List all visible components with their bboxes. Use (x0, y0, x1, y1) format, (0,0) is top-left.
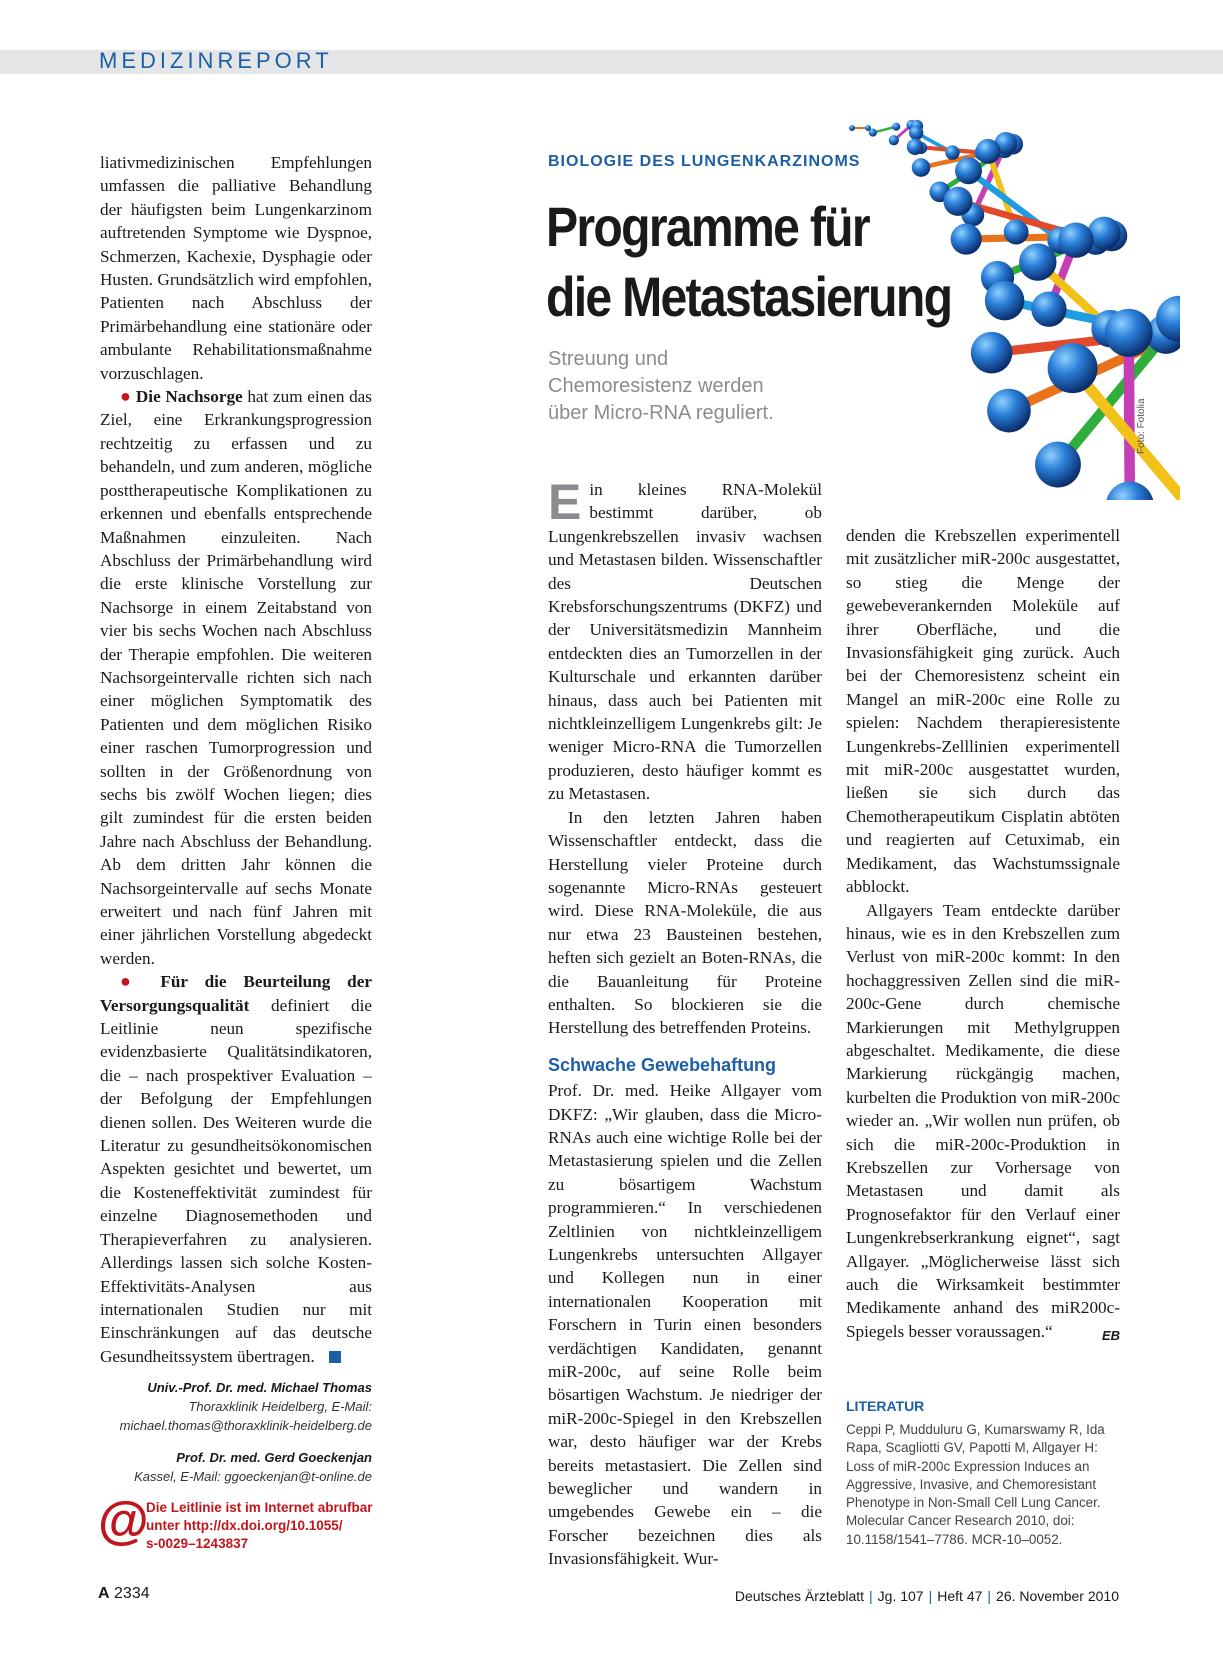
web-note-text[interactable] (146, 1499, 373, 1553)
dna-node (869, 129, 877, 137)
article-headline (546, 192, 959, 332)
author-name: Univ.-Prof. Dr. med. Michael Thomas (147, 1380, 372, 1395)
journal-issue: Heft 47 (937, 1588, 983, 1604)
dna-node (849, 125, 855, 131)
dna-node (1004, 220, 1029, 245)
dna-node (1031, 291, 1066, 326)
dna-node (985, 281, 1025, 321)
web-note-line-1: Die Leitlinie ist im Internet abrufbar (146, 1500, 373, 1515)
journal-name: Deutsches Ärzteblatt (734, 1588, 865, 1604)
right-column (846, 524, 1120, 1347)
bullet-2-text: definiert die Leitlinie neun spezifische evidenzbasierte Qualitätsindikatoren, die – nach prospektiver Evaluation – der Befolgung der Empfehlungen dienen sollen. Des Weiteren wurde die Literatur zu gesundheitsökonomischen Aspekten gesichtet und bewertet, um die Kosteneffektivität zumindest für einzelne Diagnosemethoden und Therapieverfahren zu analysieren. Allerdings lassen sich solche Kosten-Effektivitäts-Analysen aus internationalen Studien nur mit Einschränkungen auf das deutsche Gesundheitssystem übertragen. (100, 995, 372, 1366)
dna-node (907, 139, 923, 155)
dna-node (1035, 442, 1081, 488)
author-block-2 (100, 1448, 372, 1486)
article-para-4-text: Allgayers Team entdeckte darüber hinaus, wie es in den Krebszellen zum Verlust von miR-200c kommt: In den hochaggressiven Zellen sind die miR-200c-Gene durch chemische Markierungen mit Methylgruppen abgeschaltet. Medikamente, die diese Markierung rückgängig machen, kurbelten die Produktion von miR-200c wieder an. „Wir wollen nun prüfen, ob sich die miR-200c-Produktion in Krebszellen zur Vorhersage von Metastasen und damit als Prognosefaktor für den Verlauf einer Lungenkrebserkrankung eignet“, sagt Allgayer. „Möglicherweise lässt sich auch die Wirksamkeit bestimmter Medikamente anhand des miR200c-Spiegels besser voraussagen.“ (846, 900, 1121, 1341)
left-column (100, 151, 372, 1368)
journal-date: 26. November 2010 (996, 1588, 1119, 1604)
literature-heading: LITERATUR (846, 1398, 925, 1414)
headline-line-1: Programme für (546, 195, 869, 258)
left-bullet-1 (100, 385, 372, 970)
photo-credit: Foto: Fotolia (1136, 398, 1147, 454)
page-number (98, 1585, 150, 1603)
dna-node (892, 123, 900, 131)
article-para-3-cont: denden die Krebszellen experimentell mit zusätzlicher miR-200c ausgestattet, so stieg die Menge der gewebeverankernden Moleküle auf ihrer Oberfläche, und die Invasionsfähigkeit ging zurück. Auch bei der Chemoresistenz scheint ein Mangel an miR-200c eine Rolle zu spielen: Nachdem therapieresistente Lungenkrebs-Zelllinien experimentell mit miR-200c ausgestattet wurden, ließen sie sich durch das Chemotherapeutikum Cisplatin abtöten und reagierten auf Cetuximab, ein Medikament, das Wachstumssignale abblockt. (846, 526, 1120, 897)
middle-column (548, 474, 822, 1571)
web-note-line-2[interactable]: unter http://dx.doi.org/10.1055/ (146, 1518, 343, 1533)
article-para-4 (846, 899, 1120, 1344)
bullet-1-bold: Die Nachsorge (135, 387, 243, 407)
dna-node (987, 389, 1031, 433)
dna-node (1106, 482, 1154, 500)
author-name: Prof. Dr. med. Gerd Goeckenjan (176, 1450, 372, 1465)
bullet-icon: ● (120, 971, 144, 992)
dna-node (909, 126, 923, 140)
dna-node (1105, 309, 1153, 357)
dropcap: E (548, 474, 582, 530)
dna-node (1019, 243, 1056, 280)
dna-node (945, 145, 959, 159)
article-para-1 (548, 474, 822, 806)
section-label: MEDIZINREPORT (99, 48, 333, 73)
at-icon: @ (98, 1492, 149, 1550)
article-subheading: Schwache Gewebehaftung (548, 1054, 777, 1075)
dna-node (976, 139, 1001, 164)
dna-node (955, 157, 982, 184)
dna-node (1048, 343, 1098, 393)
headline-line-2: die Metastasierung (546, 265, 952, 328)
author-signature: EB (1101, 1327, 1120, 1343)
article-para-2: In den letzten Jahren haben Wissenschaftler entdeckt, dass die Herstellung vieler Proteine durch sogenannte Micro-RNAs gesteuert wird. Diese RNA-Moleküle, die aus nur etwa 23 Bausteinen bestehen, heften sich gezielt an Boten-RNAs, die die Bauanleitung für Proteine enthalten. So blockieren sie die Herstellung des betreffenden Proteins. (548, 807, 822, 1038)
web-note-line-3[interactable]: s-0029–1243837 (146, 1536, 249, 1551)
dna-node (889, 135, 899, 145)
author-affiliation: Kassel, E-Mail: ggoeckenjan@t-online.de (134, 1469, 372, 1484)
left-para-1: liativmedizinischen Empfehlungen umfassen die palliative Behandlung der häufigsten beim Lungenkarzinom auftretenden Symptome wie Dyspnoe, Schmerzen, Kachexie, Dysphagie oder Husten. Grundsätzlich wird empfohlen, Patienten nach Abschluss der Primärbehandlung eine stationäre oder ambulante Rehabilitationsmaßnahme vorzuschlagen. (100, 153, 372, 383)
author-email[interactable]: michael.thomas@thoraxklinik-heidelberg.de (119, 1418, 372, 1433)
literature-text: Ceppi P, Mudduluru G, Kumarswamy R, Ida Rapa, Scagliotti GV, Papotti M, Allgayer H: Loss of miR-200c Expression Induces an Aggressive, Invasive, and Chemoresistant Phenotype in Non-Small Cell Lung Cancer. Molecular Cancer Research 2010, doi: 10.1158/1541–7786. MCR-10–0052. (846, 1422, 1105, 1547)
dna-node (971, 332, 1013, 374)
page-prefix: A (98, 1585, 110, 1602)
journal-footer: Deutsches Ärzteblatt | Jg. 107 | Heft 47 | 26. November 2010 (734, 1588, 1119, 1604)
article-para-1-text: in kleines RNA-Molekül bestimmt darüber, ob Lungenkrebszellen invasiv wachsen und Metastasen bilden. Wissenschaftler des Deutschen Krebsforschungszentrums (DKFZ) und der Universitätsmedizin Mannheim entdeckten dies an Tumorzellen in der Kulturschale und erkannten darüber hinaus, dass auch bei Patienten mit nichtkleinzelligem Lungenkrebs gilt: Je weniger Micro-RNA die Tumorzellen produzieren, desto häufiger kommt es zu Metastasen. (548, 480, 822, 804)
author-affiliation: Thoraxklinik Heidelberg, E-Mail: (188, 1399, 372, 1414)
dna-rung (1129, 333, 1130, 500)
page-number-value: 2334 (114, 1585, 150, 1602)
journal-volume: Jg. 107 (877, 1588, 924, 1604)
bullet-1-text: hat zum einen das Ziel, eine Erkrankungsprogression rechtzeitig zu erfassen und zu behandeln, und zum anderen, mögliche posttherapeutische Komplikationen zu erkennen und ebenfalls entsprechende Maßnahmen einzuleiten. Nach Abschluss der Primärbehandlung wird die erste klinische Vorstellung zur Nachsorge in einem Zeitabstand von vier bis sechs Wochen nach Abschluss der Therapie empfohlen. Die weiteren Nachsorgeintervalle richten sich nach einer möglichen Symptomatik des Patienten und dem möglichen Risiko einer raschen Tumorprogression und sollten in der Größenordnung von sechs bis zwölf Wochen liegen; dies gilt zumindest für die ersten beiden Jahre nach Abschluss der Behandlung. Ab dem dritten Jahr können die Nachsorgeintervalle auf sechs Monate erweitert und nach fünf Jahren mit einer jährlichen Vorstellung abgedeckt werden. (100, 387, 372, 968)
dna-node (1058, 223, 1093, 258)
left-bullet-2 (100, 970, 372, 1368)
web-note (98, 1492, 383, 1561)
article-subhead: Streuung und Chemoresistenz werden über Micro-RNA reguliert. (548, 348, 774, 424)
end-square-icon (329, 1351, 341, 1363)
article-kicker: BIOLOGIE DES LUNGENKARZINOMS (548, 153, 861, 170)
bullet-2-bold: Für die Beurteilung der Versorgungsqualität (100, 972, 372, 1015)
article-para-3: Prof. Dr. med. Heike Allgayer vom DKFZ: „Wir glauben, dass die Micro-RNAs auch eine wichtige Rolle bei der Metastasierung spielen und die Zellen zu bösartigem Wachstum programmieren.“ In verschiedenen Zeltlinien von nichtkleinzelligem Lungenkrebs untersuchten Allgayer und Kollegen nun in einer internationalen Kooperation mit Forschern in Turin einen besonders verdächtigen Kandidaten, genannt miR-200c, auf seine Rolle beim bösartigen Wachstum. Je niedriger der miR-200c-Spiegel in den Krebszellen war, desto häufiger war der Krebs bereits metastasiert. Die Zellen sind beweglicher und wandern in umgebendes Gewebe ein – die Forscher bezeichnen dies als Invasionsfähigkeit. Wur- (548, 1081, 822, 1569)
bullet-icon: ● (120, 386, 132, 407)
dna-node (912, 158, 931, 177)
author-block-1 (100, 1378, 372, 1435)
